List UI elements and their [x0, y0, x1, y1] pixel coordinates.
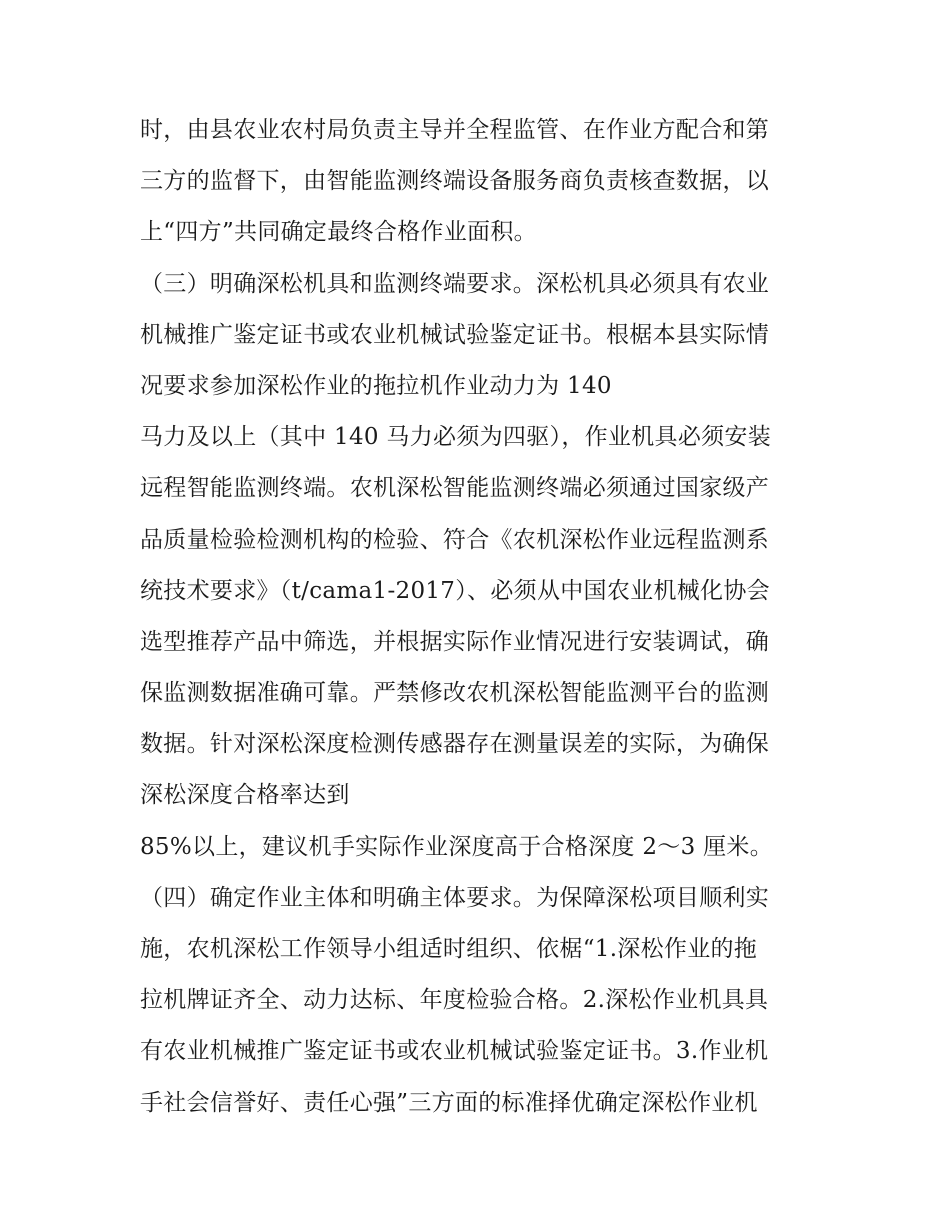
text-line-19: 有农业机械推广鉴定证书或农业机械试验鉴定证书。3.作业机	[140, 1038, 769, 1065]
text-line-15: 85%以上，建议机手实际作业深度高于合格深度 2～3 厘米。	[140, 833, 774, 860]
text-line-13: 数据。针对深松深度检测传感器存在测量误差的实际，为确保	[140, 731, 770, 758]
text-line-3: 上“四方”共同确定最终合格作业面积。	[140, 219, 537, 246]
text-line-11: 选型推荐产品中筛选，并根据实际作业情况进行安装调试，确	[140, 628, 770, 655]
text-line-10: 统技术要求》（t/cama1-2017）、必须从中国农业机械化协会	[140, 577, 770, 604]
text-line-14: 深松深度合格率达到	[140, 782, 350, 809]
text-line-6: 况要求参加深松作业的拖拉机作业动力为 140	[140, 372, 612, 399]
text-line-20: 手社会信誉好、责任心强”三方面的标准择优确定深松作业机	[140, 1089, 758, 1116]
text-line-18: 拉机牌证齐全、动力达标、年度检验合格。2.深松作业机具具	[140, 987, 769, 1014]
text-line-17: 施，农机深松工作领导小组适时组织、依椐“1.深松作业的拖	[140, 936, 758, 962]
text-line-7: 马力及以上（其中 140 马力必须为四驱），作业机具必须安装	[140, 424, 772, 451]
text-line-9: 品质量检验检测机构的检验、符合《农机深松作业远程监测系	[140, 526, 770, 553]
text-line-2: 三方的监督下，由智能监测终端设备服务商负责核查数据，以	[140, 168, 770, 195]
text-line-12: 保监测数据准确可靠。严禁修改农机深松智能监测平台的监测	[140, 680, 770, 707]
section-heading-three: （三）明确深松机具和监测终端要求。深松机具必须具有农业	[140, 270, 770, 297]
section-heading-four: （四）确定作业主体和明确主体要求。为保障深松项目顺利实	[140, 884, 770, 911]
text-line-8: 远程智能监测终端。农机深松智能监测终端必须通过国家级产	[140, 475, 770, 502]
text-line-5: 机械推广鉴定证书或农业机械试验鉴定证书。根椐本县实际情	[140, 321, 770, 348]
text-line-1: 时，由县农业农村局负责主导并全程监管、在作业方配合和第	[140, 117, 770, 143]
body-text	[140, 112, 840, 1136]
